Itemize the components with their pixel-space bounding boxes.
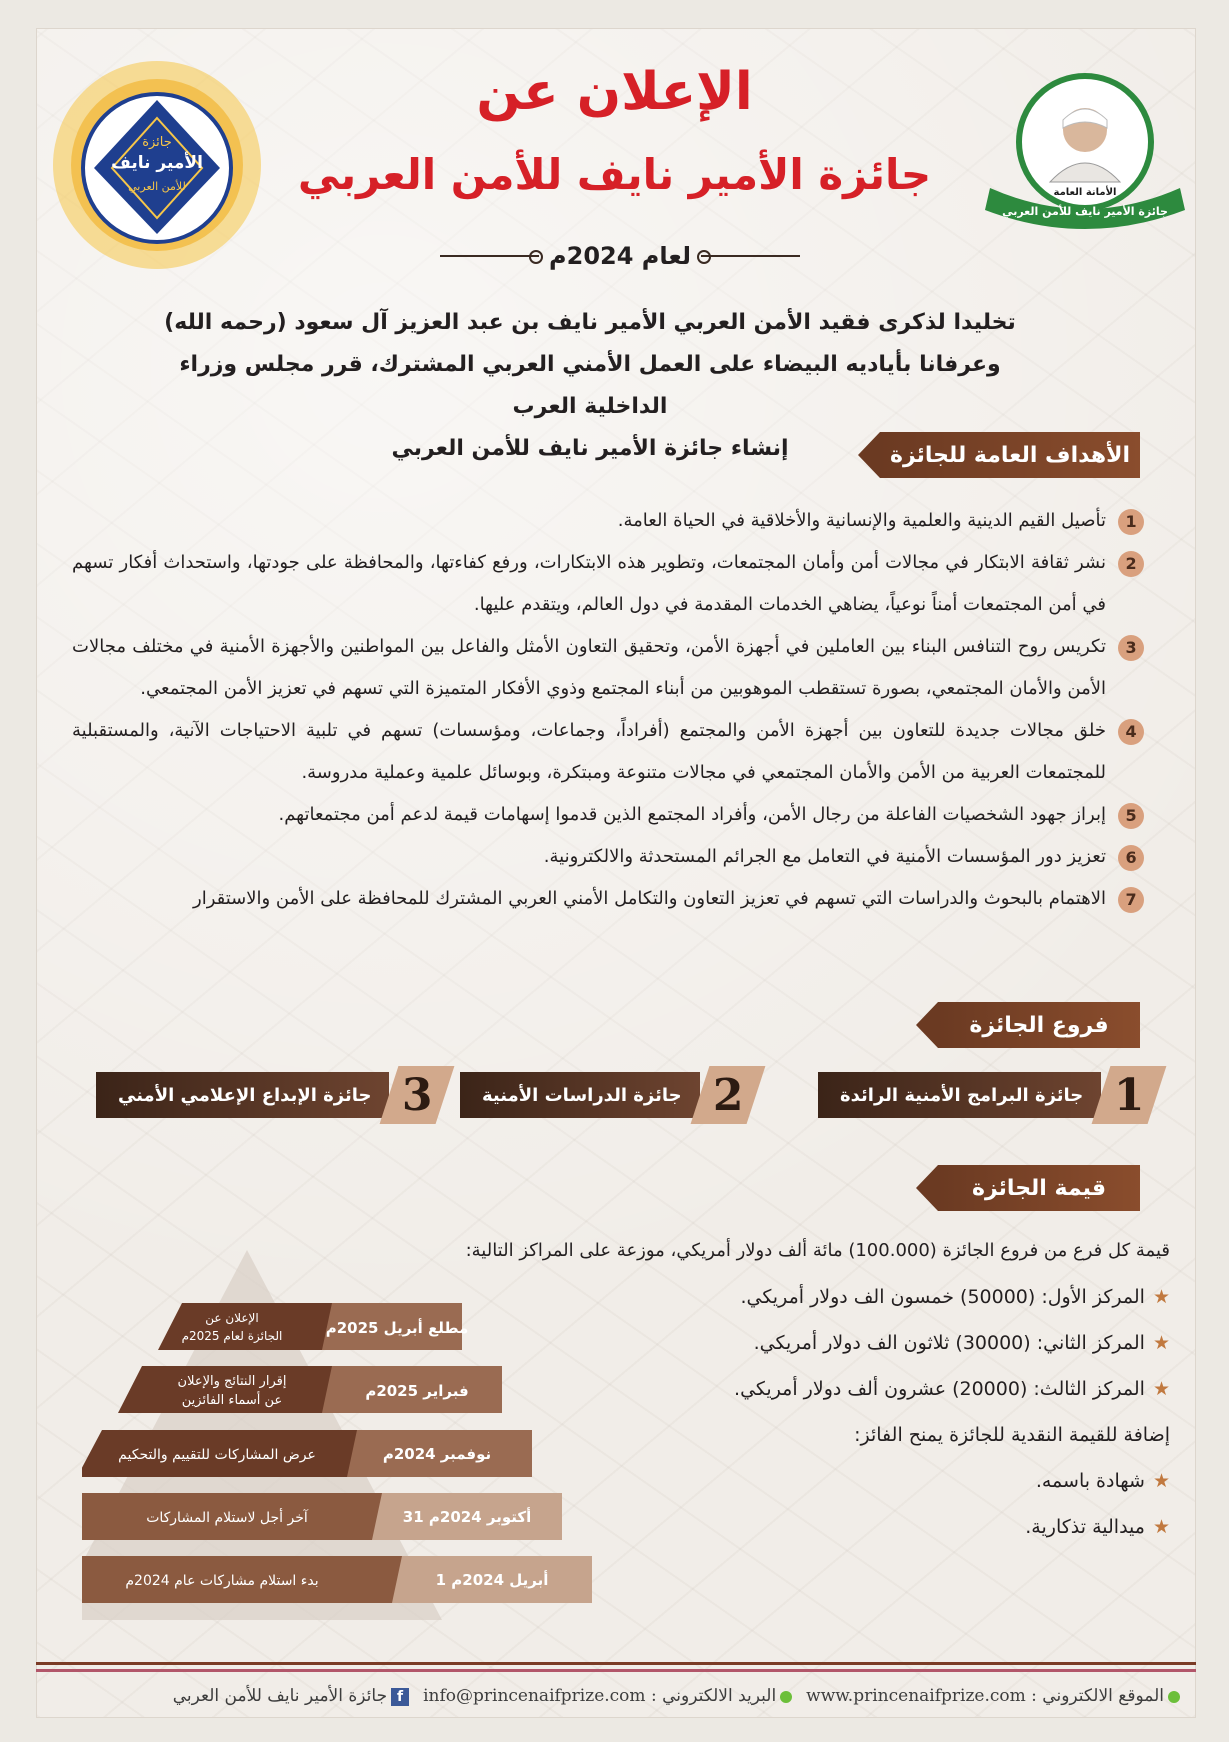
timeline-event-2: الجائزة لعام 2025م [181,1329,283,1343]
section-header-value: قيمة الجائزة [938,1165,1140,1211]
star-bullet-icon: ★ [1152,1378,1170,1400]
intro-line: إنشاء جائزة الأمير نايف للأمن العربي [391,436,789,461]
goal-number: 4 [1118,719,1144,745]
star-bullet-icon: ★ [1152,1470,1170,1492]
timeline-step [118,1366,502,1413]
footer-email[interactable]: البريد الالكتروني : info@princenaifprize.com [423,1686,792,1706]
value-extra-item: ★شهادة باسمه. [1035,1470,1170,1492]
goal-text: الاهتمام بالبحوث والدراسات التي تسهم في تعزيز التعاون والتكامل الأمني العربي المشترك للمحافظة على الأمن والاستقرار [193,888,1106,909]
year-banner [440,238,800,274]
value-intro: قيمة كل فرع من فروع الجائزة (100.000) مائة ألف دولار أمريكي، موزعة على المراكز التالية: [465,1240,1170,1261]
intro-line: تخليدا لذكرى فقيد الأمن العربي الأمير نايف بن عبد العزيز آل سعود (رحمه الله) [164,310,1016,335]
page-title-line2: جائزة الأمير نايف للأمن العربي [297,150,932,199]
footer-divider [36,1662,1196,1672]
goal-item [72,710,1144,794]
value-extra-intro: إضافة للقيمة النقدية للجائزة يمنح الفائز: [854,1424,1170,1446]
value-place-item: ★المركز الأول: (50000) خمسون الف دولار أمريكي. [740,1286,1170,1308]
timeline-date: نوفمبر 2024م [382,1445,492,1463]
timeline-date: مطلع أبريل 2025م [325,1319,469,1337]
value-extra-item: ★ميدالية تذكارية. [1025,1516,1170,1538]
branch-number: 2 [690,1066,765,1124]
timeline-event: إقرار النتائج والإعلان [177,1374,287,1389]
logo-text-3: للأمن العربي [128,180,186,193]
logo-text-2: الأمير نايف [111,153,203,173]
timeline-event: بدء استلام مشاركات عام 2024م [125,1573,319,1589]
branch-label: جائزة الإبداع الإعلامي الأمني [96,1072,389,1118]
goal-text: تعزيز دور المؤسسات الأمنية في التعامل مع الجرائم المستحدثة والالكترونية. [543,846,1106,867]
goal-item [72,794,1144,836]
footer-website[interactable]: الموقع الالكتروني : www.princenaifprize.com [806,1686,1180,1706]
timeline-event: آخر أجل لاستلام المشاركات [146,1510,308,1526]
timeline-event: عرض المشاركات للتقييم والتحكيم [118,1447,316,1463]
timeline-date: 1 أبريل 2024م [435,1571,549,1589]
star-bullet-icon: ★ [1152,1516,1170,1538]
intro-line: وعرفانا بأياديه البيضاء على العمل الأمني العربي المشترك، قرر مجلس وزراء الداخلية العرب [179,352,1001,419]
star-bullet-icon: ★ [1152,1286,1170,1308]
page-title-line1: الإعلان عن [476,62,753,122]
globe-dot-icon [780,1691,792,1703]
goal-text: خلق مجالات جديدة للتعاون بين أجهزة الأمن والمجتمع (أفراداً، وجماعات، ومؤسسات) تسهم في تلبية الاحتياجات الآنية، والمستقبلية للمجتمعات العربية من الأمن والأمان المجتمعي في مجالات متنوعة ومبتكرة، وبوسائل علمية وعملية مدروسة. [72,720,1106,783]
timeline-event-2: عن أسماء الفائزين [181,1393,283,1408]
logo-text-1: جائزة [142,135,172,150]
timeline-step [82,1493,562,1540]
branch-label: جائزة البرامج الأمنية الرائدة [818,1072,1101,1118]
goal-item [72,626,1144,710]
value-place-item: ★المركز الثاني: (30000) ثلاثون الف دولار أمريكي. [753,1332,1170,1354]
branch-number: 1 [1092,1066,1167,1124]
logo-sub-text: الأمانة العامة [1053,187,1117,198]
goal-item [72,542,1144,626]
branch-card-3 [96,1069,445,1121]
goal-number: 2 [1118,551,1144,577]
ornament-left [440,255,539,257]
goal-number: 6 [1118,845,1144,871]
timeline-date: 31 أكتوبر 2024م [402,1508,532,1526]
timeline-step [82,1430,532,1477]
timeline-date: فبراير 2025م [365,1382,469,1400]
goal-text: تكريس روح التنافس البناء بين العاملين في أجهزة الأمن، وتحقيق التعاون الأمثل والفاعل بين المواطنين والأجهزة الأمنية في مختلف مجالات الأمن والأمان المجتمعي، بصورة تستقطب الموهوبين من أبناء المجتمع وذوي الأفكار المتميزة التي تسهم في تعزيز الأمن المجتمعي. [72,636,1106,699]
goal-number: 1 [1118,509,1144,535]
goal-number: 3 [1118,635,1144,661]
star-bullet-icon: ★ [1152,1332,1170,1354]
goals-list [72,500,1144,920]
branch-number: 3 [380,1066,455,1124]
goal-item [72,500,1144,542]
branch-card-1 [818,1069,1157,1121]
globe-dot-icon [1168,1691,1180,1703]
year-text: لعام 2024م [549,242,691,270]
ornament-right [701,255,800,257]
branch-label: جائزة الدراسات الأمنية [460,1072,700,1118]
branch-card-2 [460,1069,756,1121]
footer [52,1686,1180,1706]
timeline-step [82,1556,592,1603]
timeline-event: الإعلان عن [205,1311,259,1325]
section-header-goals: الأهداف العامة للجائزة [880,432,1140,478]
value-place-item: ★المركز الثالث: (20000) عشرون ألف دولار أمريكي. [734,1378,1170,1400]
goal-text: تأصيل القيم الدينية والعلمية والإنسانية والأخلاقية في الحياة العامة. [617,510,1106,531]
goal-number: 7 [1118,887,1144,913]
footer-facebook[interactable]: fجائزة الأمير نايف للأمن العربي [173,1686,409,1706]
logo-ribbon-text: جائزة الأمير نايف للأمن العربي [1002,205,1168,218]
goal-text: إبراز جهود الشخصيات الفاعلة من رجال الأمن، وأفراد المجتمع الذين قدموا إسهامات قيمة لدعم أمن مجتمعاتهم. [278,804,1106,825]
facebook-icon: f [391,1688,409,1706]
goal-item [72,836,1144,878]
goal-number: 5 [1118,803,1144,829]
goal-text: نشر ثقافة الابتكار في مجالات أمن وأمان المجتمعات، وتطوير هذه الابتكارات، ورفع كفاءتها، والمحافظة على جودتها، واستحداث أفكار تسهم في أمن المجتمعات أمناً نوعياً، يضاهي الخدمات المقدمة في دول العالم، ويتقدم عليها. [72,552,1106,615]
goal-item [72,878,1144,920]
section-header-branches: فروع الجائزة [938,1002,1140,1048]
timeline-pyramid [82,1250,602,1620]
timeline-step [158,1303,468,1350]
